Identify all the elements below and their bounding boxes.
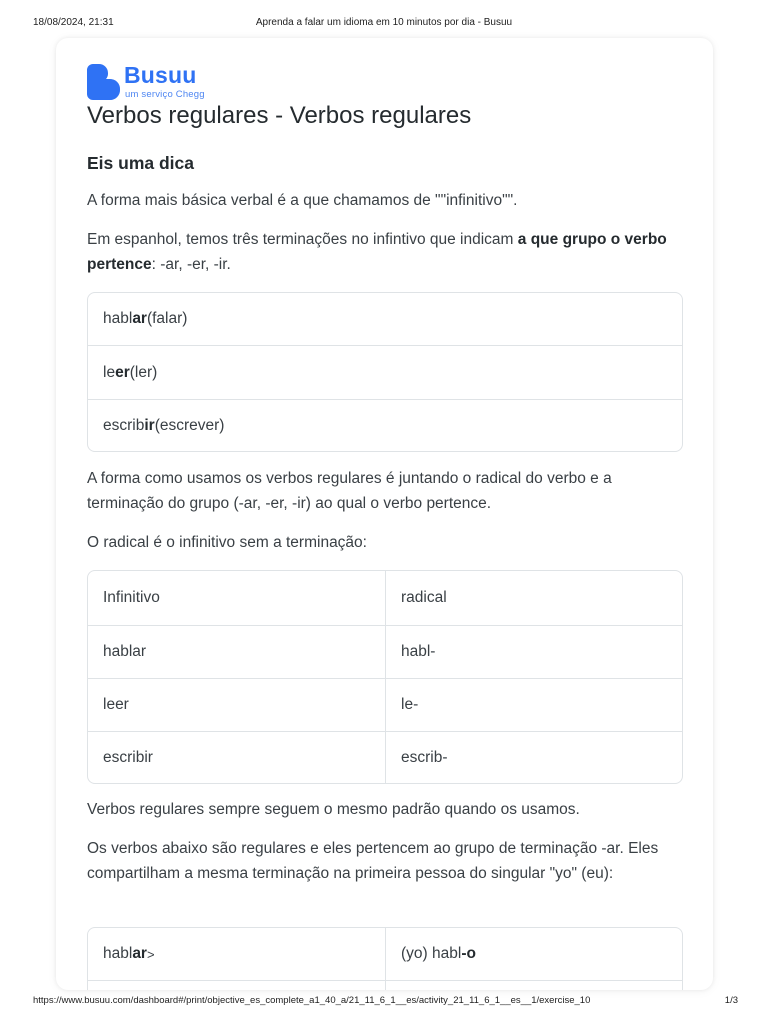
paragraph-infinitive: A forma mais básica verbal é a que chamamos de ""infinitivo"". (87, 192, 518, 209)
paragraph-pattern: Verbos regulares sempre seguem o mesmo padrão quando os usamos. (87, 801, 580, 818)
lesson-card (56, 38, 713, 990)
verb-stem: habl (103, 945, 133, 962)
verb-ending: ar (132, 310, 147, 327)
table-header-cell: Infinitivo (103, 589, 160, 606)
table-cell (385, 981, 682, 990)
print-header (0, 17, 768, 31)
verb-stem: escrib (103, 416, 145, 434)
table-cell (88, 346, 682, 399)
radical-table (87, 570, 683, 784)
paragraph-endings (87, 227, 683, 277)
conjugation-table (87, 927, 683, 990)
table-cell: habl- (385, 626, 682, 678)
table-cell: le- (385, 679, 682, 731)
verb-ending: ar (132, 945, 147, 962)
print-page-title: Aprenda a falar um idioma em 10 minutos por dia - Busuu (255, 17, 513, 28)
table-cell: leer (103, 696, 129, 713)
table-row (88, 625, 682, 678)
print-url[interactable]: https://www.busuu.com/dashboard#/print/objective_es_complete_a1_40_a/21_11_6_1__es/activity_21_11_6_1__es__1/exercise_10 (33, 995, 591, 1006)
paragraph-radical: O radical é o infinitivo sem a terminação: (87, 534, 367, 551)
print-page-number: 1/3 (724, 995, 738, 1006)
table-cell: escribir (103, 748, 153, 766)
conjugated-ending: -o (461, 945, 476, 962)
paragraph-ar-group: Os verbos abaixo são regulares e eles pertencem ao grupo de terminação -ar. Eles compartilham a mesma terminação na primeira pessoa do singular "yo" (eu): (87, 840, 659, 882)
print-datetime: 18/08/2024, 21:31 (33, 17, 114, 28)
table-cell (88, 293, 682, 345)
busuu-wordmark: Busuu (124, 62, 197, 88)
endings-table (87, 292, 683, 452)
busuu-tagline: um serviço Chegg (125, 89, 205, 100)
page-title: Verbos regulares - Verbos regulares (87, 102, 472, 129)
table-cell: escrib- (385, 732, 682, 783)
busuu-logo[interactable] (87, 64, 227, 100)
verb-translation: (falar) (146, 310, 188, 327)
paragraph-endings-text-a: Em espanhol, temos três terminações no infintivo que indicam (87, 231, 518, 248)
table-row (88, 731, 682, 783)
busuu-logo-icon (87, 64, 121, 100)
paragraph-endings-text-b: : -ar, -er, -ir. (151, 256, 231, 273)
verb-translation: (ler) (129, 363, 158, 381)
tip-heading: Eis uma dica (87, 153, 194, 173)
verb-ending: er (115, 363, 130, 381)
table-header-cell: radical (385, 571, 682, 625)
table-row (88, 345, 682, 399)
table-row (88, 678, 682, 731)
table-header-row (88, 571, 682, 625)
table-row (88, 399, 682, 451)
paragraph-usage: A forma como usamos os verbos regulares é juntando o radical do verbo e a terminação do grupo (-ar, -er, -ir) ao qual o verbo pertence. (87, 470, 612, 512)
table-cell: hablar (103, 643, 147, 660)
verb-stem: habl (103, 310, 133, 327)
table-row (88, 980, 682, 990)
arrow-text: > (146, 946, 155, 962)
conjugated-stem: (yo) habl (401, 945, 462, 962)
print-footer (0, 995, 768, 1009)
paragraph-endings-bold: a que grupo o verbo pertence (87, 231, 667, 273)
table-row (88, 928, 682, 980)
table-cell (88, 400, 682, 451)
table-cell (385, 928, 682, 980)
table-cell (88, 981, 385, 990)
verb-translation: (escrever) (154, 416, 225, 434)
verb-ending: ir (144, 416, 155, 434)
verb-stem: le (103, 363, 116, 381)
table-cell (88, 928, 385, 980)
table-row (88, 293, 682, 345)
